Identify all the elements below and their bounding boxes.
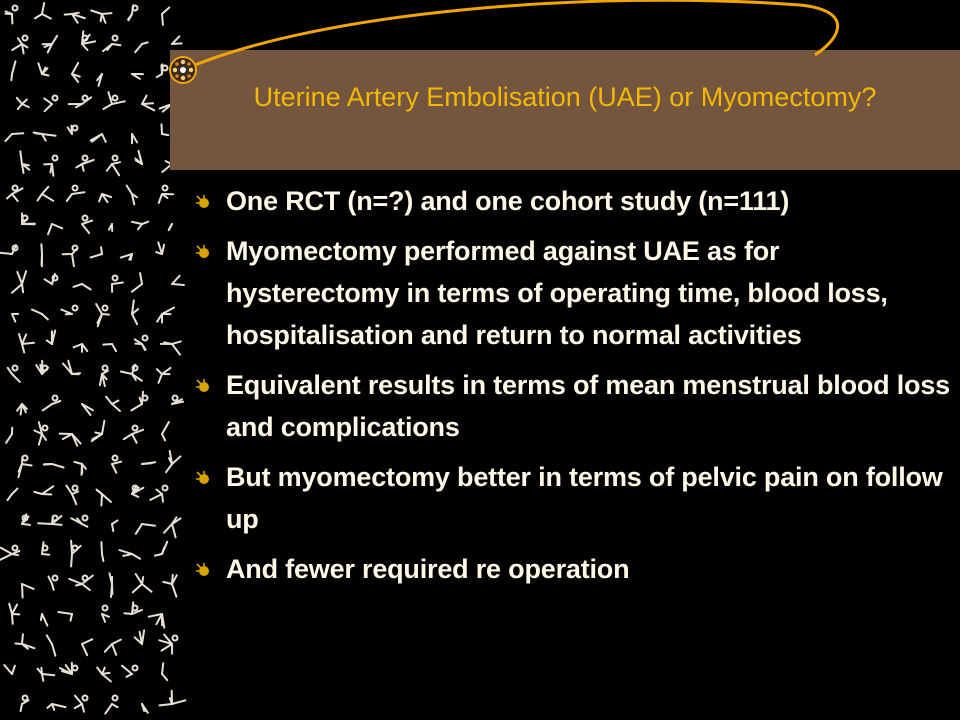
- bullet-icon: [195, 470, 211, 486]
- bullet-item: [190, 230, 955, 356]
- decorative-pattern-strip: [0, 0, 188, 720]
- bullet-text: But myomectomy better in terms of pelvic pain on follow up: [226, 462, 943, 534]
- slide-title: Uterine Artery Embolisation (UAE) or Myomectomy?: [253, 82, 877, 112]
- bullet-item: [190, 548, 955, 590]
- bullet-text: And fewer required re operation: [226, 554, 630, 584]
- bullet-item: [190, 364, 955, 448]
- bullet-icon: [195, 244, 211, 260]
- bullet-item: [190, 456, 955, 540]
- bullet-text: One RCT (n=?) and one cohort study (n=111): [226, 186, 790, 216]
- bullet-icon: [195, 194, 211, 210]
- bullet-text: Equivalent results in terms of mean menstrual blood loss and complications: [226, 370, 950, 442]
- bullet-text: Myomectomy performed against UAE as for hysterectomy in terms of operating time, blood loss, hospitalisation and return to normal activities: [226, 236, 888, 350]
- bullet-list: [190, 180, 955, 598]
- bullet-icon: [195, 562, 211, 578]
- bullet-item: [190, 180, 955, 222]
- bullet-icon: [195, 378, 211, 394]
